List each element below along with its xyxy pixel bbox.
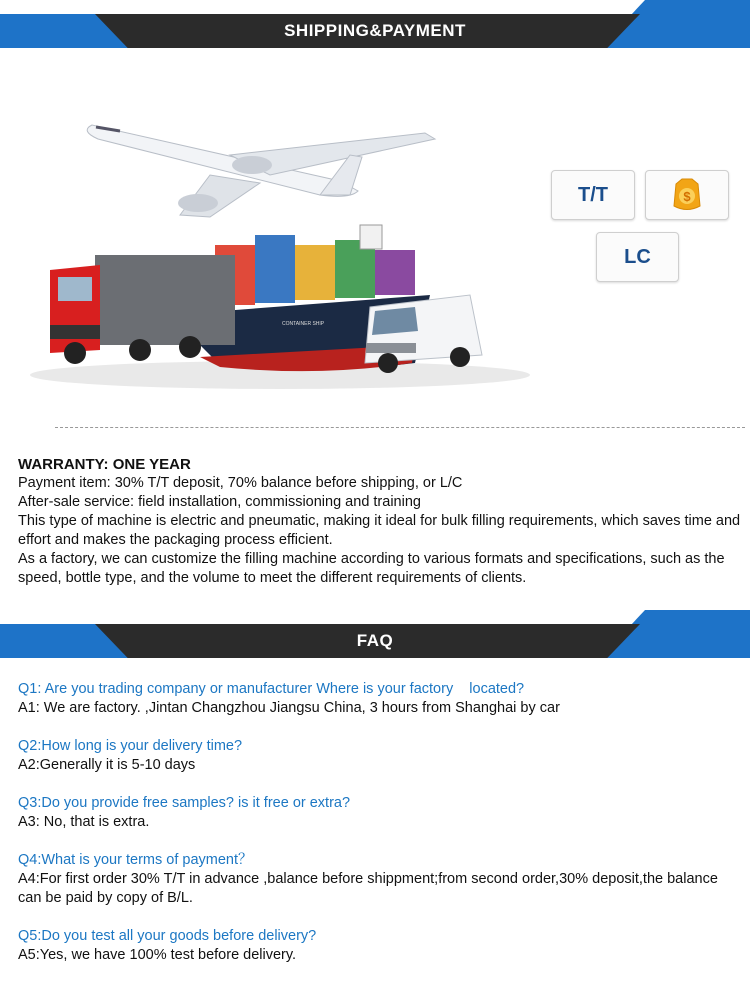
lc-label: LC bbox=[624, 245, 651, 268]
svg-text:$: $ bbox=[683, 189, 691, 204]
faq-question: Q2:How long is your delivery time? bbox=[18, 738, 243, 754]
faq-question: Q4:What is your terms of payment？ bbox=[18, 852, 253, 868]
faq-answer: A5:Yes, we have 100% test before delivery. bbox=[18, 947, 297, 963]
coin-payment-badge bbox=[645, 170, 729, 220]
faq-banner bbox=[0, 610, 750, 658]
dotted-divider bbox=[55, 427, 745, 428]
tt-payment-badge bbox=[551, 170, 635, 220]
after-sale-text: After-sale service: field installation, commissioning and training bbox=[18, 494, 421, 510]
transport-illustration bbox=[20, 95, 530, 395]
faq-item bbox=[18, 794, 738, 832]
shipping-payment-banner bbox=[0, 0, 750, 48]
tt-label: T/T bbox=[578, 183, 608, 206]
faq-answer: A1: We are factory. ,Jintan Changzhou Jiangsu China, 3 hours from Shanghai by car bbox=[18, 700, 560, 716]
ship-label: CONTAINER SHIP bbox=[282, 321, 325, 327]
machine-type-text: This type of machine is electric and pneumatic, making it ideal for bulk filling requirements, which saves time and effort and makes the packaging process efficient. bbox=[18, 513, 741, 548]
warranty-heading: WARRANTY: ONE YEAR bbox=[18, 456, 191, 473]
white-van-image bbox=[365, 295, 482, 373]
airplane-image bbox=[87, 125, 435, 217]
faq-question: Q3:Do you provide free samples? is it free or extra? bbox=[18, 795, 351, 811]
warranty-info-block bbox=[18, 455, 743, 588]
faq-item bbox=[18, 737, 738, 775]
faq-title: FAQ bbox=[356, 631, 394, 650]
customize-text: As a factory, we can customize the filling machine according to various formats and specifications, such as the speed, bottle type, and the volume to meet the different requirements of clients. bbox=[18, 551, 725, 586]
faq-answer: A3: No, that is extra. bbox=[18, 814, 150, 830]
shipping-payment-title: SHIPPING&PAYMENT bbox=[284, 21, 466, 40]
lc-payment-badge bbox=[596, 232, 679, 282]
faq-answer: A2:Generally it is 5-10 days bbox=[18, 757, 196, 773]
faq-item bbox=[18, 927, 738, 965]
faq-item bbox=[18, 851, 738, 908]
faq-question: Q5:Do you test all your goods before delivery? bbox=[18, 928, 317, 944]
gold-dollar-coin-icon bbox=[670, 176, 704, 214]
faq-question: Q1: Are you trading company or manufacturer Where is your factory located? bbox=[18, 681, 525, 697]
faq-item bbox=[18, 680, 738, 718]
faq-answer: A4:For first order 30% T/T in advance ,balance before shippment;from second order,30% deposit,the balance can be paid by copy of B/L. bbox=[18, 871, 718, 906]
payment-item-text: Payment item: 30% T/T deposit, 70% balance before shipping, or L/C bbox=[18, 475, 463, 491]
